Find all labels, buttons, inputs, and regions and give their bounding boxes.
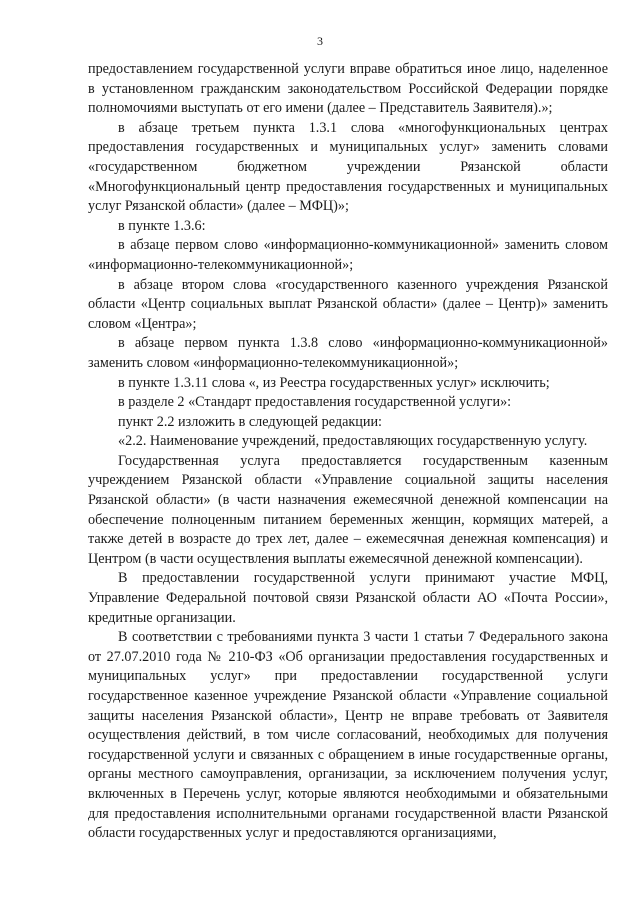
paragraph: в абзаце втором слова «государственного казенного учреждения Рязанской области «Центр социальных выплат Рязанской области» (далее – Центр)» заменить словом «Центра»;	[88, 276, 608, 332]
paragraph: предоставлением государственной услуги вправе обратиться иное лицо, наделенное в установленном гражданским законодательством Российской Федерации порядке полномочиями выступать от его имени (далее – Представитель Заявителя).»;	[88, 61, 608, 117]
paragraph: в абзаце первом слово «информационно-коммуникационной» заменить словом «информационно-телекоммуникационной»;	[88, 237, 608, 273]
paragraph: В предоставлении государственной услуги принимают участие МФЦ, Управление Федеральной почтовой связи Рязанской области АО «Почта России», кредитные организации.	[88, 570, 608, 626]
paragraph: в разделе 2 «Стандарт предоставления государственной услуги»:	[118, 394, 512, 411]
paragraph: в абзаце третьем пункта 1.3.1 слова «многофункциональных центрах предоставления государственных и муниципальных услуг» заменить словами «государственном бюджетном учреждении Рязанской области «Многофункциональный центр предоставления государственных и муниципальных услуг Рязанской области» (далее – МФЦ)»;	[88, 119, 608, 215]
paragraph: В соответствии с требованиями пункта 3 части 1 статьи 7 Федерального закона от 27.07.2010 года № 210-ФЗ «Об организации предоставления государственных и муниципальных услуг» при предоставлении государственной услуги государственное казенное учреждение Рязанской области «Управление социальной защиты населения Рязанской области», Центр не вправе требовать от Заявителя осуществления действий, в том числе согласований, необходимых для получения государственной услуги и связанных с обращением в иные государственные органы, органы местного самоуправления, организации, за исключением получения услуг, включенных в Перечень услуг, которые являются необходимыми и обязательными для предоставления исполнительными органами государственной власти Рязанской области государственных услуг и предоставляются организациями,	[88, 629, 608, 842]
paragraph: в пункте 1.3.11 слова «, из Реестра государственных услуг» исключить;	[118, 374, 550, 391]
paragraph: Государственная услуга предоставляется государственным казенным учреждением Рязанской области «Управление социальной защиты населения Рязанской области» (в части назначения ежемесячной денежной компенсации на обеспечение полноценным питанием беременных женщин, кормящих матерей, а также детей в возрасте до трех лет, далее – ежемесячная денежная компенсация) и Центром (в части осуществления выплаты ежемесячной денежной компенсации).	[88, 452, 608, 567]
document-body	[88, 60, 608, 844]
paragraph: пункт 2.2 изложить в следующей редакции:	[118, 413, 382, 430]
paragraph: в абзаце первом пункта 1.3.8 слово «информационно-коммуникационной» заменить словом «информационно-телекоммуникационной»;	[88, 335, 608, 371]
page-number: 3	[317, 34, 323, 48]
paragraph: «2.2. Наименование учреждений, предоставляющих государственную услугу.	[118, 433, 588, 450]
paragraph: в пункте 1.3.6:	[118, 217, 206, 234]
